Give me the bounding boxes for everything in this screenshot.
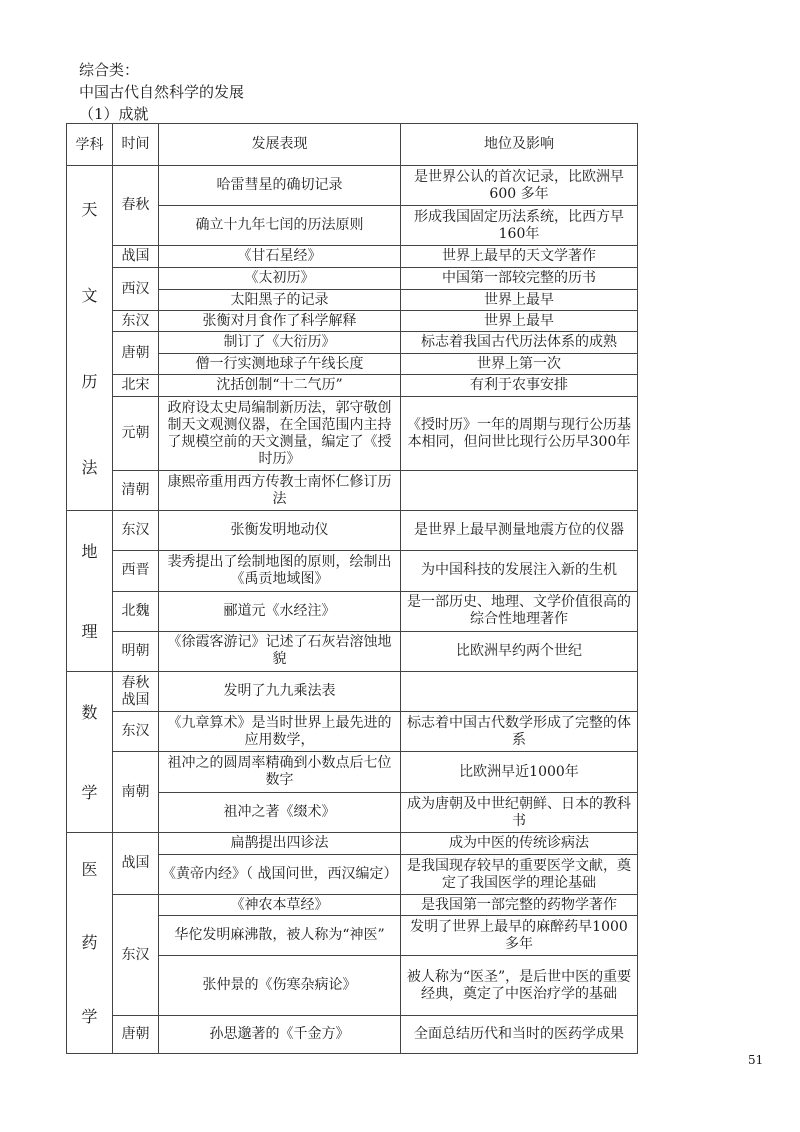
impact-cell: 为中国科技的发展注入新的生机 xyxy=(401,551,638,591)
table-row xyxy=(67,895,638,916)
table-row xyxy=(67,311,638,332)
table-row xyxy=(67,166,638,206)
period-cell: 西汉 xyxy=(113,268,159,311)
impact-cell: 全面总结历代和当时的医药学成果 xyxy=(401,1016,638,1054)
development-cell: 华佗发明麻沸散，被人称为“神医” xyxy=(159,916,401,956)
page-number: 51 xyxy=(748,1053,764,1067)
page-title: 中国古代自然科学的发展 xyxy=(79,83,245,101)
development-cell: 孙思邈著的《千金方》 xyxy=(159,1016,401,1054)
development-cell: 政府设太史局编制新历法，郭守敬创制天文观测仪器，在全国范围内主持了规模空前的天文测量，编定了《授时历》 xyxy=(159,397,401,471)
development-cell: 《黄帝内经》（ 战国问世，西汉编定） xyxy=(159,855,401,895)
period-cell: 唐朝 xyxy=(113,1016,159,1054)
subject-cell-astronomy xyxy=(67,166,113,511)
development-cell: 康熙帝重用西方传教士南怀仁修订历法 xyxy=(159,471,401,511)
period-cell: 清朝 xyxy=(113,471,159,511)
table-row xyxy=(67,471,638,511)
impact-cell: 是我国第一部完整的药物学著作 xyxy=(401,895,638,916)
subject-char: 法 xyxy=(81,457,98,477)
column-header-impact: 地位及影响 xyxy=(401,124,638,166)
impact-cell: 是世界上最早测量地震方位的仪器 xyxy=(401,511,638,551)
period-cell: 春秋战国 xyxy=(113,672,159,712)
development-cell: 张衡发明地动仪 xyxy=(159,511,401,551)
subject-cell-geography xyxy=(67,511,113,672)
table-row xyxy=(67,752,638,793)
impact-cell: 比欧洲早近1000年 xyxy=(401,752,638,793)
subject-char: 学 xyxy=(81,1006,98,1026)
period-cell: 东汉 xyxy=(113,511,159,551)
table-row xyxy=(67,375,638,397)
period-cell: 战国 xyxy=(113,246,159,268)
column-header-subject: 学科 xyxy=(67,124,113,166)
development-cell: 张仲景的《伤寒杂病论》 xyxy=(159,956,401,1016)
impact-cell: 比欧洲早约两个世纪 xyxy=(401,631,638,671)
impact-cell: 世界上最早 xyxy=(401,290,638,311)
impact-cell: 是一部历史、地理、文学价值很高的综合性地理著作 xyxy=(401,591,638,631)
impact-cell: 标志着我国古代历法体系的成熟 xyxy=(401,332,638,354)
table-row xyxy=(67,332,638,354)
development-cell: 沈括创制“十二气历” xyxy=(159,375,401,397)
subject-cell-medicine xyxy=(67,833,113,1054)
impact-cell: 是世界公认的首次记录，比欧洲早600 多年 xyxy=(401,166,638,206)
table-row xyxy=(67,833,638,855)
table-header-row xyxy=(67,124,638,166)
impact-cell xyxy=(401,672,638,712)
section-heading: （1）成就 xyxy=(79,105,149,123)
impact-cell: 有利于农事安排 xyxy=(401,375,638,397)
subject-char: 地 xyxy=(81,541,98,561)
table-row xyxy=(67,246,638,268)
table-row xyxy=(67,591,638,631)
achievements-table xyxy=(66,123,638,1054)
period-cell: 北宋 xyxy=(113,375,159,397)
subject-char: 历 xyxy=(81,371,98,391)
development-cell: 僧一行实测地球子午线长度 xyxy=(159,354,401,375)
category-heading: 综合类： xyxy=(79,61,140,79)
subject-char: 数 xyxy=(81,702,98,722)
subject-char: 医 xyxy=(81,860,98,880)
development-cell: 祖冲之著《缀术》 xyxy=(159,793,401,833)
development-cell: 太阳黑子的记录 xyxy=(159,290,401,311)
impact-cell: 《授时历》一年的周期与现行公历基本相同，但问世比现行公历早300年 xyxy=(401,397,638,471)
impact-cell: 世界上最早的天文学著作 xyxy=(401,246,638,268)
development-cell: 哈雷彗星的确切记录 xyxy=(159,166,401,206)
period-cell: 唐朝 xyxy=(113,332,159,375)
impact-cell: 世界上第一次 xyxy=(401,354,638,375)
column-header-time: 时间 xyxy=(113,124,159,166)
period-cell: 东汉 xyxy=(113,895,159,1016)
period-cell: 东汉 xyxy=(113,311,159,332)
period-cell: 春秋 xyxy=(113,166,159,246)
development-cell: 制订了《大衍历》 xyxy=(159,332,401,354)
impact-cell: 被人称为“医圣”，是后世中医的重要经典，奠定了中医治疗学的基础 xyxy=(401,956,638,1016)
subject-cell-mathematics xyxy=(67,672,113,833)
period-cell: 东汉 xyxy=(113,712,159,752)
table-row xyxy=(67,511,638,551)
subject-char: 理 xyxy=(81,621,98,641)
table-row xyxy=(67,1016,638,1054)
period-cell: 元朝 xyxy=(113,397,159,471)
subject-char: 天 xyxy=(81,199,98,219)
development-cell: 《神农本草经》 xyxy=(159,895,401,916)
development-cell: 扁鹊提出四诊法 xyxy=(159,833,401,855)
period-cell: 南朝 xyxy=(113,752,159,833)
subject-char: 学 xyxy=(81,782,98,802)
table-row xyxy=(67,631,638,671)
table-row xyxy=(67,268,638,290)
column-header-development: 发展表现 xyxy=(159,124,401,166)
development-cell: 裴秀提出了绘制地图的原则，绘制出《禹贡地域图》 xyxy=(159,551,401,591)
development-cell: 郦道元《水经注》 xyxy=(159,591,401,631)
period-cell: 明朝 xyxy=(113,631,159,671)
impact-cell: 成为中医的传统诊病法 xyxy=(401,833,638,855)
development-cell: 《徐霞客游记》记述了石灰岩溶蚀地貌 xyxy=(159,631,401,671)
development-cell: 《太初历》 xyxy=(159,268,401,290)
development-cell: 祖冲之的圆周率精确到小数点后七位数字 xyxy=(159,752,401,793)
table-row xyxy=(67,397,638,471)
development-cell: 确立十九年七闰的历法原则 xyxy=(159,206,401,246)
impact-cell: 是我国现存较早的重要医学文献，奠定了我国医学的理论基础 xyxy=(401,855,638,895)
impact-cell: 标志着中国古代数学形成了完整的体系 xyxy=(401,712,638,752)
impact-cell: 中国第一部较完整的历书 xyxy=(401,268,638,290)
table-row xyxy=(67,672,638,712)
impact-cell: 形成我国固定历法系统，比西方早160年 xyxy=(401,206,638,246)
table-row xyxy=(67,712,638,752)
impact-cell: 成为唐朝及中世纪朝鲜、日本的教科书 xyxy=(401,793,638,833)
period-cell: 北魏 xyxy=(113,591,159,631)
subject-char: 文 xyxy=(81,285,98,305)
development-cell: 《九章算术》是当时世界上最先进的应用数学， xyxy=(159,712,401,752)
impact-cell: 世界上最早 xyxy=(401,311,638,332)
impact-cell: 发明了世界上最早的麻醉药早1000 多年 xyxy=(401,916,638,956)
development-cell: 发明了九九乘法表 xyxy=(159,672,401,712)
table-row xyxy=(67,551,638,591)
period-cell: 西晋 xyxy=(113,551,159,591)
impact-cell xyxy=(401,471,638,511)
subject-char: 药 xyxy=(81,933,98,953)
period-cell: 战国 xyxy=(113,833,159,895)
development-cell: 《甘石星经》 xyxy=(159,246,401,268)
development-cell: 张衡对月食作了科学解释 xyxy=(159,311,401,332)
